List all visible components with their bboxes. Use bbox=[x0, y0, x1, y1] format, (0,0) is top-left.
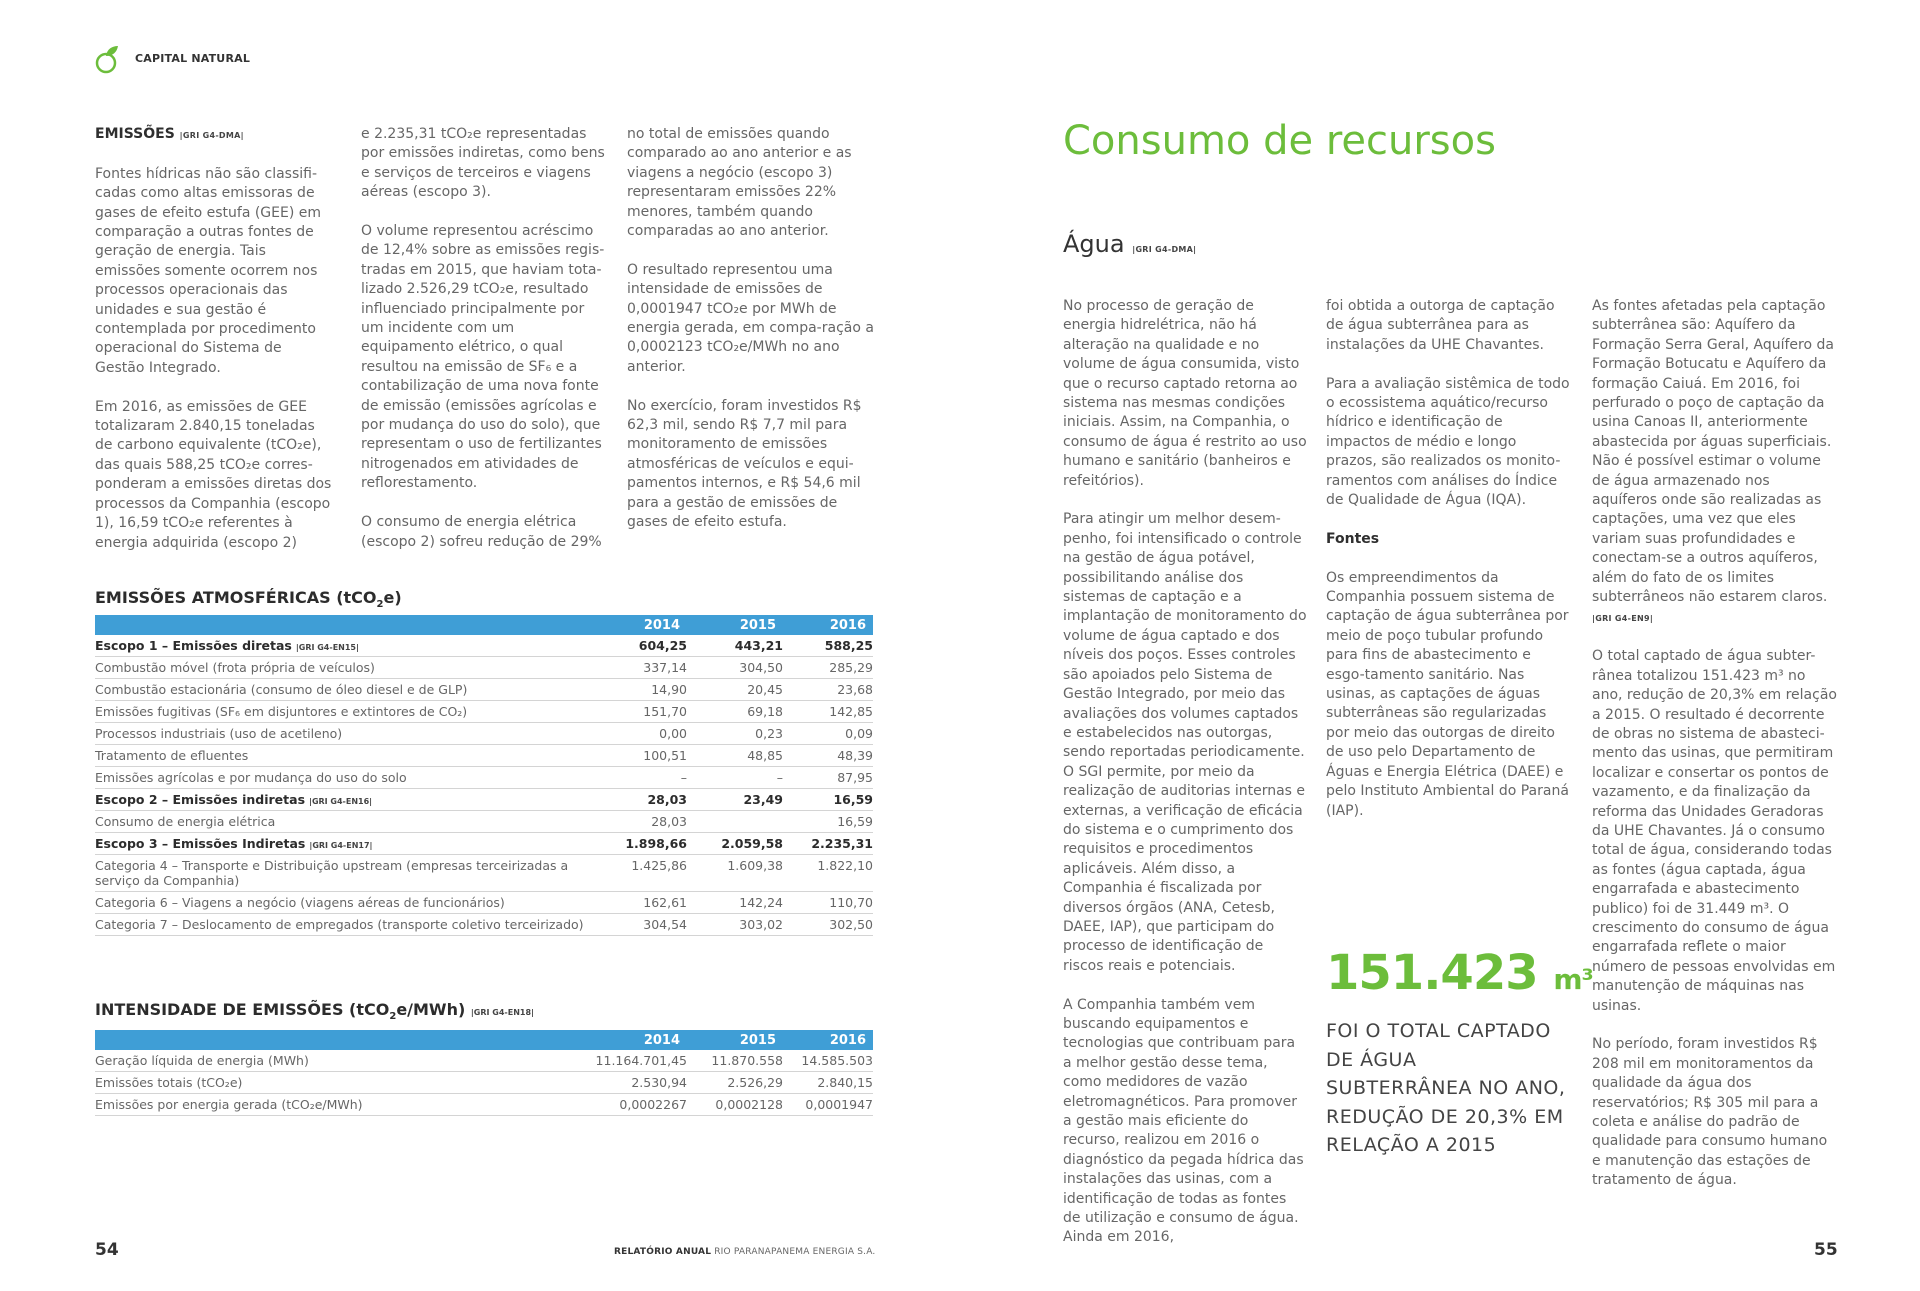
paragraph: Fontes hídricas não são classifi-cadas como altas emissoras de gases de efeito estufa (GEE) em comparação a outras fontes de geração de energia. Tais emissões somente ocorrem nos processos operacionais das unidades e sua gestão é contemplada por procedimento operacional do Sistema de Gestão Integrado. bbox=[95, 165, 322, 376]
paragraph: no total de emissões quando comparado ao ano anterior e as viagens a negócio (escopo 3) representaram emissões 22% menores, também quando comparadas ao ano anterior. bbox=[627, 126, 852, 240]
table-row bbox=[95, 723, 873, 745]
row-value: 337,14 bbox=[595, 657, 687, 679]
paragraph: Para atingir um melhor desem-penho, foi intensificado o controle na gestão de água potável, possibilitando análise dos sistemas de captação e a implantação de monitoramento do volume de água captado e dos níveis dos poços. Esses controles são apoiados pelo Sistema de Gestão Integrado, por meio das avaliações dos volumes captados e estabelecidos nas outorgas, sendo reportadas periodicamente. O SGI permite, por meio da realização de auditorias internas e externas, a verificação de eficácia do sistema e o cumprimento dos requisitos e procedimentos aplicáveis. Além disso, a Companhia é fiscalizada por diversos órgãos (ANA, Cetesb, DAEE, IAP), que participam do processo de identificação de riscos reais e potenciais. bbox=[1063, 511, 1307, 974]
row-value: 0,00 bbox=[595, 723, 687, 745]
left-column-1 bbox=[95, 125, 335, 572]
right-column-1 bbox=[1063, 297, 1308, 1267]
row-value: 2.840,15 bbox=[783, 1072, 873, 1094]
row-value: 20,45 bbox=[687, 679, 783, 701]
row-value: 14.585.503 bbox=[783, 1050, 873, 1072]
paragraph: No processo de geração de energia hidrelétrica, não há alteração na qualidade e no volume de água consumida, visto que o recurso captado retorna ao sistema nas mesmas condições iniciais. Assim, na Companhia, o consumo de água é restrito ao uso humano e sanitário (banheiros e refeitórios). bbox=[1063, 298, 1307, 489]
table-row bbox=[95, 855, 873, 892]
row-value: 2.526,29 bbox=[687, 1072, 783, 1094]
paragraph: O consumo de energia elétrica (escopo 2) sofreu redução de 29% bbox=[361, 514, 602, 550]
right-column-2 bbox=[1326, 297, 1571, 840]
row-label: Categoria 7 – Deslocamento de empregados (transporte coletivo terceirizado) bbox=[95, 914, 595, 936]
table-row bbox=[95, 789, 873, 811]
table-row bbox=[95, 833, 873, 855]
paragraph: O volume representou acréscimo de 12,4% sobre as emissões regis-tradas em 2015, que haviam tota-lizado 2.526,29 tCO₂e, resultado influenciado principalmente por um incidente com um equipamento elétrico, o qual resultou na emissão de SF₆ e a contabilização de uma nova fonte de emissão (emissões agrícolas e por mudança do uso do solo), que representam o uso de fertilizantes nitrogenados em atividades de reflorestamento. bbox=[361, 223, 605, 492]
paragraph: O total captado de água subter-rânea totalizou 151.423 m³ no ano, redução de 20,3% em relação a 2015. O resultado é decorrente de obras no sistema de abasteci-mento das usinas, que permitiram localizar e consertar os pontos de vazamento, e da finalização da reforma das Unidades Geradoras da UHE Chavantes. Já o consumo total de água, considerando todas as fontes (água captada, água engarrafada e abastecimento publico) foi de 31.449 m³. O crescimento do consumo de água engarrafada reflete o maior número de pessoas envolvidas em manutenção de máquinas nas usinas. bbox=[1592, 648, 1837, 1014]
row-value: 28,03 bbox=[595, 811, 687, 833]
paragraph: A Companhia também vem buscando equipamentos e tecnologias que contribuam para a melhor gestão desse tema, como medidores de vazão eletromagnéticos. Para promover a gestão mais eficiente do recurso, realizou em 2016 o diagnóstico da pegada hídrica das instalações das usinas, com a identificação de todas as fontes de utilização e consumo de água. Ainda em 2016, bbox=[1063, 996, 1304, 1246]
row-value: 14,90 bbox=[595, 679, 687, 701]
row-value: 1.425,86 bbox=[595, 855, 687, 892]
row-value: 302,50 bbox=[783, 914, 873, 936]
row-value: 151,70 bbox=[595, 701, 687, 723]
row-label: Escopo 1 – Emissões diretas |GRI G4-EN15| bbox=[95, 635, 595, 657]
row-label: Categoria 6 – Viagens a negócio (viagens aéreas de funcionários) bbox=[95, 892, 595, 914]
table-header-row bbox=[95, 1030, 873, 1050]
table-row bbox=[95, 1094, 873, 1116]
year-header: 2014 bbox=[535, 1030, 687, 1050]
row-value: 16,59 bbox=[783, 789, 873, 811]
row-value: 2.059,58 bbox=[687, 833, 783, 855]
row-label: Geração líquida de energia (MWh) bbox=[95, 1050, 535, 1072]
intensity-table bbox=[95, 1030, 873, 1116]
row-label: Emissões agrícolas e por mudança do uso do solo bbox=[95, 767, 595, 789]
table-row bbox=[95, 745, 873, 767]
row-value bbox=[687, 811, 783, 833]
paragraph: e 2.235,31 tCO₂e representadas por emissões indiretas, como bens e serviços de terceiros e viagens aéreas (escopo 3). bbox=[361, 126, 605, 201]
row-value: – bbox=[595, 767, 687, 789]
row-label: Combustão estacionária (consumo de óleo diesel e de GLP) bbox=[95, 679, 595, 701]
page-number-left: 54 bbox=[95, 1240, 119, 1260]
page-number-right: 55 bbox=[1814, 1240, 1838, 1260]
row-value: 2.235,31 bbox=[783, 833, 873, 855]
left-column-2 bbox=[361, 125, 609, 571]
section-label: CAPITAL NATURAL bbox=[135, 52, 251, 65]
paragraph: Para a avaliação sistêmica de todo o ecossistema aquático/recurso hídrico e identificação de impactos de médio e longo prazos, são realizados os monito-ramentos com análises do Índice de Qualidade de Água (IQA). bbox=[1326, 375, 1570, 509]
row-value: 11.870.558 bbox=[687, 1050, 783, 1072]
year-header: 2015 bbox=[687, 615, 783, 635]
row-value: 23,68 bbox=[783, 679, 873, 701]
row-label: Emissões por energia gerada (tCO₂e/MWh) bbox=[95, 1094, 535, 1116]
table-row bbox=[95, 1050, 873, 1072]
row-label: Combustão móvel (frota própria de veículos) bbox=[95, 657, 595, 679]
table-row bbox=[95, 635, 873, 657]
row-value: 11.164.701,45 bbox=[535, 1050, 687, 1072]
table2-title: INTENSIDADE DE EMISSÕES (tCO$_2$e/MWh) |GRI G4-EN18| bbox=[95, 1000, 534, 1023]
row-value: 0,0002128 bbox=[687, 1094, 783, 1116]
row-value: 162,61 bbox=[595, 892, 687, 914]
row-label: Categoria 4 – Transporte e Distribuição upstream (empresas terceirizadas a serviço da Companhia) bbox=[95, 855, 595, 892]
row-value: 142,85 bbox=[783, 701, 873, 723]
row-value: 0,23 bbox=[687, 723, 783, 745]
emissions-table bbox=[95, 615, 873, 936]
leaf-logo-icon bbox=[95, 44, 121, 74]
paragraph: No período, foram investidos R$ 208 mil em monitoramentos da qualidade da água dos reservatórios; R$ 305 mil para a coleta e análise do padrão de qualidade para consumo humano e manutenção das estações de tratamento de água. bbox=[1592, 1036, 1828, 1189]
row-value: 1.609,38 bbox=[687, 855, 783, 892]
row-value: 28,03 bbox=[595, 789, 687, 811]
row-label: Escopo 3 – Emissões Indiretas |GRI G4-EN17| bbox=[95, 833, 595, 855]
row-label: Emissões fugitivas (SF₆ em disjuntores e extintores de CO₂) bbox=[95, 701, 595, 723]
table-row bbox=[95, 1072, 873, 1094]
paragraph: As fontes afetadas pela captação subterrânea são: Aquífero da Formação Serra Geral, Aquífero da Formação Botucatu e Aquífero da formação Caiuá. Em 2016, foi perfurado o poço de captação da usina Canoas II, anteriormente abastecida por águas superficiais. Não é possível estimar o volume de água armazenado nos aquíferos onde são realizadas as captações, uma vez que eles variam suas profundidades e conectam-se a outros aquíferos, além do fato de os limites subterrâneos não estarem claros. |GRI G4-EN9| bbox=[1592, 298, 1834, 623]
row-label: Emissões totais (tCO₂e) bbox=[95, 1072, 535, 1094]
row-value: 2.530,94 bbox=[535, 1072, 687, 1094]
row-label: Consumo de energia elétrica bbox=[95, 811, 595, 833]
year-header: 2015 bbox=[687, 1030, 783, 1050]
highlight-number: 151.423 m³ bbox=[1326, 945, 1593, 1001]
paragraph: Os empreendimentos da Companhia possuem sistema de captação de água subterrânea por meio de poço tubular profundo para fins de abastecimento e esgo-tamento sanitário. Nas usinas, as captações de águas subterrâneas são regularizadas por meio das outorgas de direito de uso pelo Departamento de Águas e Energia Elétrica (DAEE) e pelo Instituto Ambiental do Paraná (IAP). bbox=[1326, 569, 1569, 819]
row-value: 110,70 bbox=[783, 892, 873, 914]
row-value: 588,25 bbox=[783, 635, 873, 657]
paragraph: Em 2016, as emissões de GEE totalizaram 2.840,15 toneladas de carbono equivalente (tCO₂e), das quais 588,25 tCO₂e corres-ponderam a emissões diretas dos processos da Companhia (escopo 1), 16,59 tCO₂e referentes à energia adquirida (escopo 2) bbox=[95, 398, 332, 551]
left-column-3 bbox=[627, 125, 875, 552]
row-value: 48,39 bbox=[783, 745, 873, 767]
table-row bbox=[95, 892, 873, 914]
row-value: 0,09 bbox=[783, 723, 873, 745]
page-title: Consumo de recursos bbox=[1063, 118, 1496, 164]
year-header: 2016 bbox=[783, 1030, 873, 1050]
highlight-text: FOI O TOTAL CAPTADO DE ÁGUA SUBTERRÂNEA NO ANO, REDUÇÃO DE 20,3% EM RELAÇÃO A 2015 bbox=[1326, 1020, 1566, 1156]
row-value: 1.898,66 bbox=[595, 833, 687, 855]
table1-title: EMISSÕES ATMOSFÉRICAS (tCO$_2$e) bbox=[95, 588, 402, 611]
row-value: 48,85 bbox=[687, 745, 783, 767]
table-row bbox=[95, 679, 873, 701]
row-label: Tratamento de efluentes bbox=[95, 745, 595, 767]
row-value: 304,54 bbox=[595, 914, 687, 936]
table-row bbox=[95, 701, 873, 723]
row-value: 142,24 bbox=[687, 892, 783, 914]
row-value: 604,25 bbox=[595, 635, 687, 657]
year-header: 2014 bbox=[595, 615, 687, 635]
emissoes-heading: EMISSÕES |GRI G4-DMA| bbox=[95, 126, 244, 142]
table-row bbox=[95, 767, 873, 789]
section-subtitle: Água |GRI G4-DMA| bbox=[1063, 230, 1197, 258]
row-value: – bbox=[687, 767, 783, 789]
row-value: 304,50 bbox=[687, 657, 783, 679]
paragraph: foi obtida a outorga de captação de água subterrânea para as instalações da UHE Chavantes. bbox=[1326, 298, 1555, 353]
table-header-row bbox=[95, 615, 873, 635]
paragraph: No exercício, foram investidos R$ 62,3 mil, sendo R$ 7,7 mil para monitoramento de emissões atmosféricas de veículos e equi-pamentos internos, e R$ 54,6 mil para a gestão de emissões de gases de efeito estufa. bbox=[627, 397, 862, 531]
header-label-cell bbox=[95, 1030, 535, 1050]
row-label: Processos industriais (uso de acetileno) bbox=[95, 723, 595, 745]
row-value: 303,02 bbox=[687, 914, 783, 936]
row-value: 100,51 bbox=[595, 745, 687, 767]
row-value: 87,95 bbox=[783, 767, 873, 789]
row-value: 23,49 bbox=[687, 789, 783, 811]
table-row bbox=[95, 914, 873, 936]
fontes-heading: Fontes bbox=[1326, 530, 1380, 547]
footer: RELATÓRIO ANUAL RIO PARANAPANEMA ENERGIA S.A. bbox=[614, 1247, 876, 1257]
row-value: 0,0001947 bbox=[783, 1094, 873, 1116]
header-label-cell bbox=[95, 615, 595, 635]
paragraph: O resultado representou uma intensidade de emissões de 0,0001947 tCO₂e por MWh de energia gerada, em compa-ração a 0,0002123 tCO₂e/MWh no ano anterior. bbox=[627, 261, 874, 375]
row-label: Escopo 2 – Emissões indiretas |GRI G4-EN16| bbox=[95, 789, 595, 811]
table-row bbox=[95, 811, 873, 833]
row-value: 69,18 bbox=[687, 701, 783, 723]
row-value: 285,29 bbox=[783, 657, 873, 679]
right-column-3 bbox=[1592, 297, 1837, 1210]
year-header: 2016 bbox=[783, 615, 873, 635]
row-value: 0,0002267 bbox=[535, 1094, 687, 1116]
row-value: 443,21 bbox=[687, 635, 783, 657]
row-value: 1.822,10 bbox=[783, 855, 873, 892]
table-row bbox=[95, 657, 873, 679]
row-value: 16,59 bbox=[783, 811, 873, 833]
